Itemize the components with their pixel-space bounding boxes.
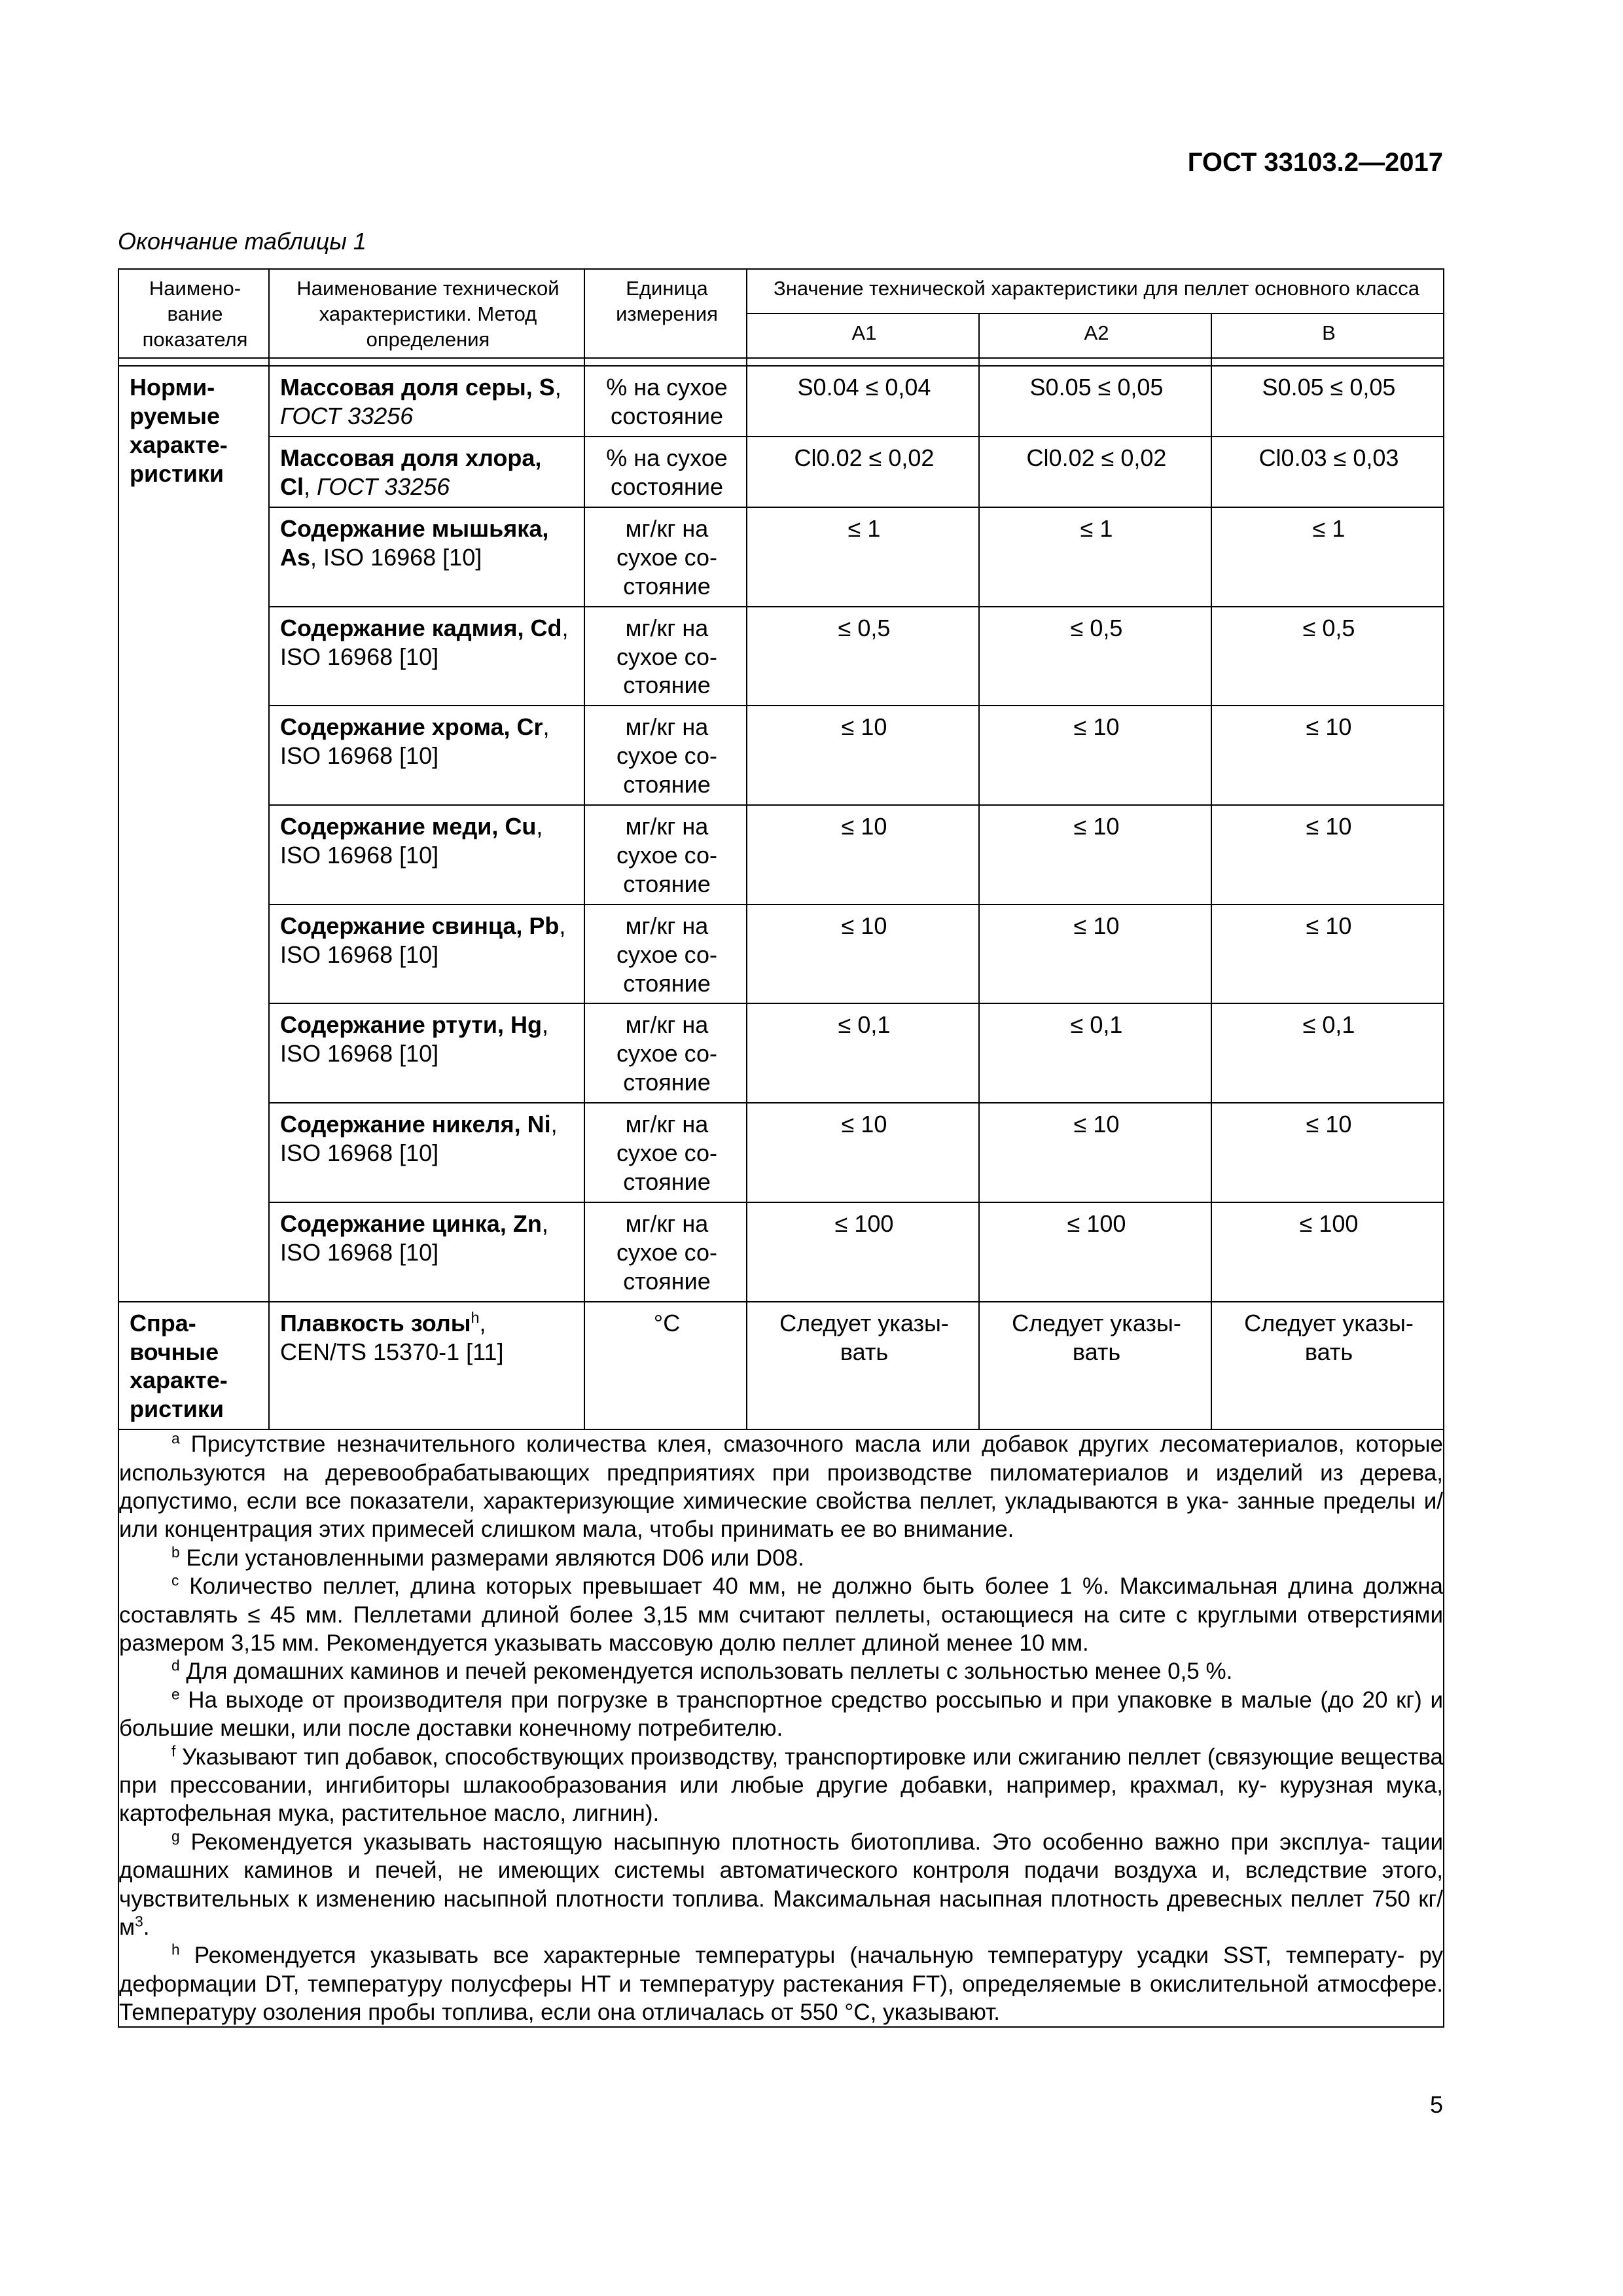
footnote-ref: h — [471, 1308, 480, 1326]
characteristic-method: ISO 16968 [10] — [280, 941, 439, 968]
footnote-mark: b — [171, 1543, 180, 1561]
value-b: S0.05 ≤ 0,05 — [1211, 366, 1444, 437]
value-a1: ≤ 10 — [747, 706, 979, 805]
value-a2: Cl0.02 ≤ 0,02 — [979, 437, 1211, 507]
footnote-text: Количество пеллет, длина которых превышает 40 мм, не должно быть более 1 %. Максимальная длина должна составлять ≤ 45 мм. Пеллетами длиной более 3,15 мм считают пеллеты, остающиеся на сите с круглыми отверстиями размером 3,15 мм. Рекомендуется указывать массовую долю пеллет длиной менее 10 мм. — [119, 1573, 1444, 1656]
document-header: ГОСТ 33103.2—2017 — [1187, 148, 1443, 177]
footnote-d — [119, 1657, 1443, 1685]
table-row — [118, 1202, 1444, 1302]
header-unit: Единица измерения — [584, 269, 747, 358]
characteristic-name — [269, 437, 584, 507]
header-indicator: Наимено- вание показателя — [118, 269, 269, 358]
specification-table — [118, 268, 1444, 2028]
characteristic-bold: Содержание кадмия, Cd — [280, 614, 562, 641]
characteristic-separator: , — [550, 1111, 558, 1138]
characteristic-separator: , — [541, 1210, 548, 1237]
value-a2: S0.05 ≤ 0,05 — [979, 366, 1211, 437]
value-a2: ≤ 10 — [979, 706, 1211, 805]
value-b: ≤ 10 — [1211, 805, 1444, 905]
value-a2: ≤ 1 — [979, 507, 1211, 607]
table-row — [118, 507, 1444, 607]
characteristic-bold: Содержание цинка, Zn — [280, 1210, 542, 1237]
characteristic-method: ISO 16968 [10] — [280, 841, 439, 869]
value-a2: ≤ 10 — [979, 1103, 1211, 1202]
footnote-mark: g — [171, 1827, 180, 1845]
characteristic-method: ISO 16968 [10] — [280, 643, 439, 670]
characteristic-name — [269, 706, 584, 805]
value-b: ≤ 100 — [1211, 1202, 1444, 1302]
header-class-b: B — [1211, 314, 1444, 358]
characteristic-name — [269, 1202, 584, 1302]
characteristic-method: ISO 16968 [10] — [280, 1040, 439, 1067]
characteristic-separator: , — [304, 473, 317, 500]
value-b: ≤ 1 — [1211, 507, 1444, 607]
table-row — [118, 1103, 1444, 1202]
unit-cell: мг/кг на сухое со- стояние — [584, 1202, 747, 1302]
characteristic-separator: , — [310, 543, 324, 571]
value-a2: ≤ 100 — [979, 1202, 1211, 1302]
value-a2: ≤ 10 — [979, 905, 1211, 1004]
footnote-text: Присутствие незначительного количества клея, смазочного масла или добавок других лесоматериалов, которые используются на деревообрабатывающих предприятиях при производстве пиломатериалов и изделий из дерева, допустимо, если все показатели, характеризующие химические свойства пеллет, укладываются в ука- занные пределы и/или концентрация этих примесей слишком мала, чтобы принимать ее во внимание. — [119, 1431, 1444, 1543]
characteristic-name — [269, 607, 584, 706]
characteristic-bold: Массовая доля хлора, Cl — [280, 444, 542, 500]
characteristic-separator: , — [559, 912, 566, 939]
characteristic-bold: Плавкость золы — [280, 1309, 471, 1336]
footnote-b — [119, 1544, 1443, 1572]
footnote-superscript: 3 — [135, 1912, 143, 1930]
footnote-mark: c — [171, 1571, 179, 1589]
characteristic-method: ISO 16968 [10] — [280, 1139, 439, 1167]
table-row — [118, 905, 1444, 1004]
table-row — [118, 607, 1444, 706]
characteristic-bold: Содержание меди, Cu — [280, 813, 537, 840]
characteristic-method: CEN/TS 15370-1 [11] — [280, 1338, 504, 1365]
unit-cell: мг/кг на сухое со- стояние — [584, 805, 747, 905]
table-row — [118, 805, 1444, 905]
value-b: ≤ 10 — [1211, 706, 1444, 805]
characteristic-name — [269, 805, 584, 905]
value-a1: ≤ 0,1 — [747, 1003, 979, 1103]
value-a1: ≤ 10 — [747, 1103, 979, 1202]
unit-cell: мг/кг на сухое со- стояние — [584, 1003, 747, 1103]
value-b: Следует указы- вать — [1211, 1302, 1444, 1430]
header-separator — [118, 358, 1444, 366]
table-row — [118, 1003, 1444, 1103]
characteristic-separator: , — [536, 813, 543, 840]
characteristic-name — [269, 905, 584, 1004]
characteristic-bold: Содержание мышьяка, As — [280, 514, 549, 571]
value-a1: Следует указы- вать — [747, 1302, 979, 1430]
value-a1: ≤ 10 — [747, 805, 979, 905]
footnote-mark: d — [171, 1657, 180, 1674]
characteristic-bold: Массовая доля серы, S — [280, 374, 555, 401]
value-a1: S0.04 ≤ 0,04 — [747, 366, 979, 437]
footnote-text: Для домашних каминов и печей рекомендуется использовать пеллеты с зольностью менее 0,5 %. — [179, 1659, 1233, 1685]
value-a1: ≤ 0,5 — [747, 607, 979, 706]
characteristic-method: ISO 16968 [10] — [280, 1238, 439, 1266]
footnote-f — [119, 1743, 1443, 1828]
value-a1: Cl0.02 ≤ 0,02 — [747, 437, 979, 507]
group-reference: Спра- вочные характе- ристики — [118, 1302, 269, 1430]
characteristic-name — [269, 1103, 584, 1202]
characteristic-bold: Содержание свинца, Pb — [280, 912, 560, 939]
footnote-tail: . — [143, 1914, 150, 1940]
table-row — [118, 706, 1444, 805]
unit-cell: мг/кг на сухое со- стояние — [584, 905, 747, 1004]
unit-cell: % на сухое состояние — [584, 437, 747, 507]
value-a1: ≤ 10 — [747, 905, 979, 1004]
value-a2: ≤ 10 — [979, 805, 1211, 905]
characteristic-name — [269, 1302, 584, 1430]
characteristic-method: ISO 16968 [10] — [280, 742, 439, 770]
value-b: ≤ 10 — [1211, 1103, 1444, 1202]
value-a2: ≤ 0,1 — [979, 1003, 1211, 1103]
footnote-h — [119, 1941, 1443, 2026]
table-row — [118, 437, 1444, 507]
unit-cell: мг/кг на сухое со- стояние — [584, 507, 747, 607]
group-normed: Норми- руемые характе- ристики — [118, 366, 269, 1301]
header-value-group: Значение технической характеристики для пеллет основного класса — [747, 269, 1444, 314]
table-caption: Окончание таблицы 1 — [118, 228, 366, 255]
footnote-text: Если установленными размерами являются D06 или D08. — [179, 1545, 804, 1571]
characteristic-method: ISO 16968 [10] — [323, 543, 482, 571]
value-b: ≤ 0,1 — [1211, 1003, 1444, 1103]
footnote-g — [119, 1828, 1443, 1942]
characteristic-separator: , — [562, 614, 569, 641]
footnote-text: Рекомендуется указывать все характерные температуры (начальную температуру усадки SST, температу- ру деформации DT, температуру полусферы HT и температуру растекания FT), определяемые в окислительной атмосфере. Температуру озоления пробы топлива, если она отличалась от 550 °C, указывают. — [119, 1943, 1444, 2026]
footnote-mark: f — [171, 1742, 176, 1760]
footnote-text: Указывают тип добавок, способствующих производству, транспортировке или сжиганию пеллет (связующие вещества при прессовании, ингибиторы шлакообразования или любые другие добавки, например, крахмал, ку- курузная мука, картофельная мука, растительное масло, лигнин). — [119, 1744, 1444, 1827]
value-a1: ≤ 1 — [747, 507, 979, 607]
footnote-mark: h — [171, 1941, 180, 1958]
characteristic-bold: Содержание никеля, Ni — [280, 1111, 551, 1138]
characteristic-separator: , — [542, 1011, 549, 1039]
footnote-text: Рекомендуется указывать настоящую насыпную плотность биотоплива. Это особенно важно при эксплуа- тации домашних каминов и печей, не имеющих системы автоматического контроля подачи воздуха и, вследствие этого, чувствительных к изменению насыпной плотности топлива. Максимальная насыпная плотность древесных пеллет 750 кг/м — [119, 1829, 1444, 1940]
unit-cell: мг/кг на сухое со- стояние — [584, 1103, 747, 1202]
footnote-mark: a — [171, 1429, 180, 1447]
footnote-a — [119, 1430, 1443, 1544]
value-b: ≤ 10 — [1211, 905, 1444, 1004]
characteristic-method: ГОСТ 33256 — [280, 403, 414, 430]
header-class-a2: A2 — [979, 314, 1211, 358]
value-b: ≤ 0,5 — [1211, 607, 1444, 706]
footnote-text: На выходе от производителя при погрузке в транспортное средство россыпью и при упаковке в малые (до 20 кг) и большие мешки, или после доставки конечному потребителю. — [119, 1687, 1444, 1742]
characteristic-bold: Содержание хрома, Cr — [280, 713, 543, 741]
characteristic-separator: , — [554, 374, 562, 401]
value-a2: Следует указы- вать — [979, 1302, 1211, 1430]
footnotes — [118, 1429, 1444, 2027]
table-row — [118, 366, 1444, 437]
characteristic-name — [269, 1003, 584, 1103]
header-class-a1: A1 — [747, 314, 979, 358]
unit-cell: мг/кг на сухое со- стояние — [584, 607, 747, 706]
characteristic-separator: , — [479, 1309, 486, 1336]
characteristic-bold: Содержание ртути, Hg — [280, 1011, 543, 1039]
footnote-e — [119, 1686, 1443, 1743]
page-number: 5 — [1429, 2091, 1443, 2118]
unit-cell: °C — [584, 1302, 747, 1430]
characteristic-separator: , — [543, 713, 550, 741]
footnote-mark: e — [171, 1685, 180, 1703]
value-a2: ≤ 0,5 — [979, 607, 1211, 706]
characteristic-name — [269, 366, 584, 437]
characteristic-name — [269, 507, 584, 607]
characteristic-method: ГОСТ 33256 — [317, 473, 450, 500]
unit-cell: мг/кг на сухое со- стояние — [584, 706, 747, 805]
header-characteristic: Наименование технической характеристики. Метод определения — [269, 269, 584, 358]
unit-cell: % на сухое состояние — [584, 366, 747, 437]
footnote-c — [119, 1572, 1443, 1657]
value-a1: ≤ 100 — [747, 1202, 979, 1302]
value-b: Cl0.03 ≤ 0,03 — [1211, 437, 1444, 507]
